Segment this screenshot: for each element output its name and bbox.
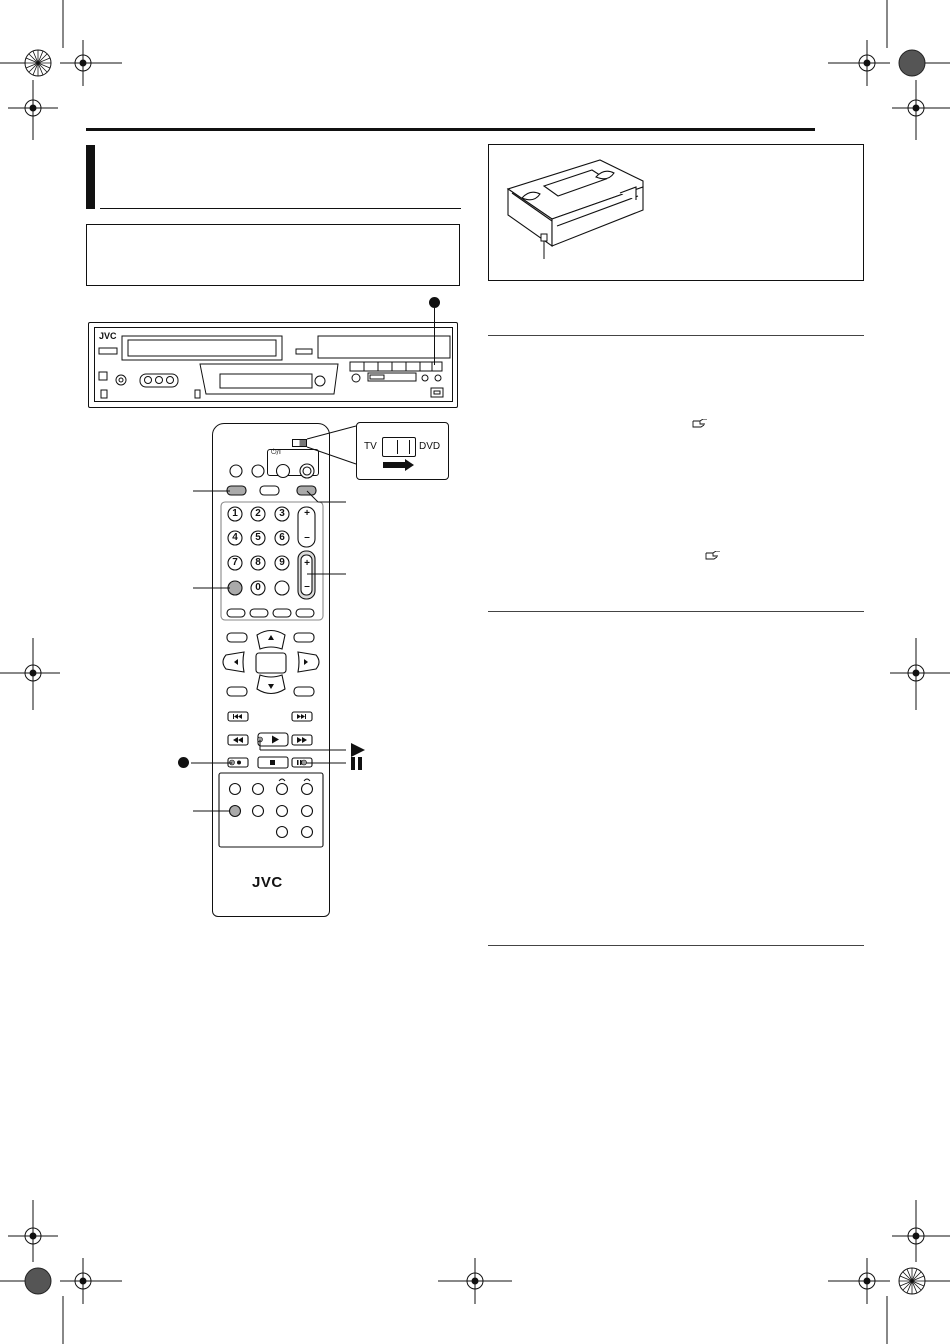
ch-plus-key[interactable]: +: [304, 508, 310, 519]
pause-bars-icon: [351, 757, 363, 770]
vol-minus-key[interactable]: –: [304, 581, 310, 592]
key-2[interactable]: 2: [255, 508, 261, 519]
key-1[interactable]: 1: [232, 508, 238, 519]
switch-label-tv: TV: [364, 441, 377, 452]
power-label: ⏻/I: [271, 448, 281, 456]
key-7[interactable]: 7: [232, 557, 238, 568]
key-5[interactable]: 5: [255, 532, 261, 543]
record-dot-icon: [178, 757, 189, 768]
play-triangle-icon: [351, 743, 365, 757]
key-3[interactable]: 3: [279, 508, 285, 519]
unit-brand: JVC: [99, 331, 117, 341]
ch-minus-key[interactable]: –: [304, 532, 310, 543]
switch-label-dvd: DVD: [419, 441, 441, 452]
key-0[interactable]: 0: [255, 582, 261, 593]
remote-brand: JVC: [252, 874, 283, 891]
vol-plus-key[interactable]: +: [304, 558, 310, 569]
key-4[interactable]: 4: [232, 532, 238, 543]
key-9[interactable]: 9: [279, 557, 285, 568]
key-8[interactable]: 8: [255, 557, 261, 568]
key-6[interactable]: 6: [279, 532, 285, 543]
